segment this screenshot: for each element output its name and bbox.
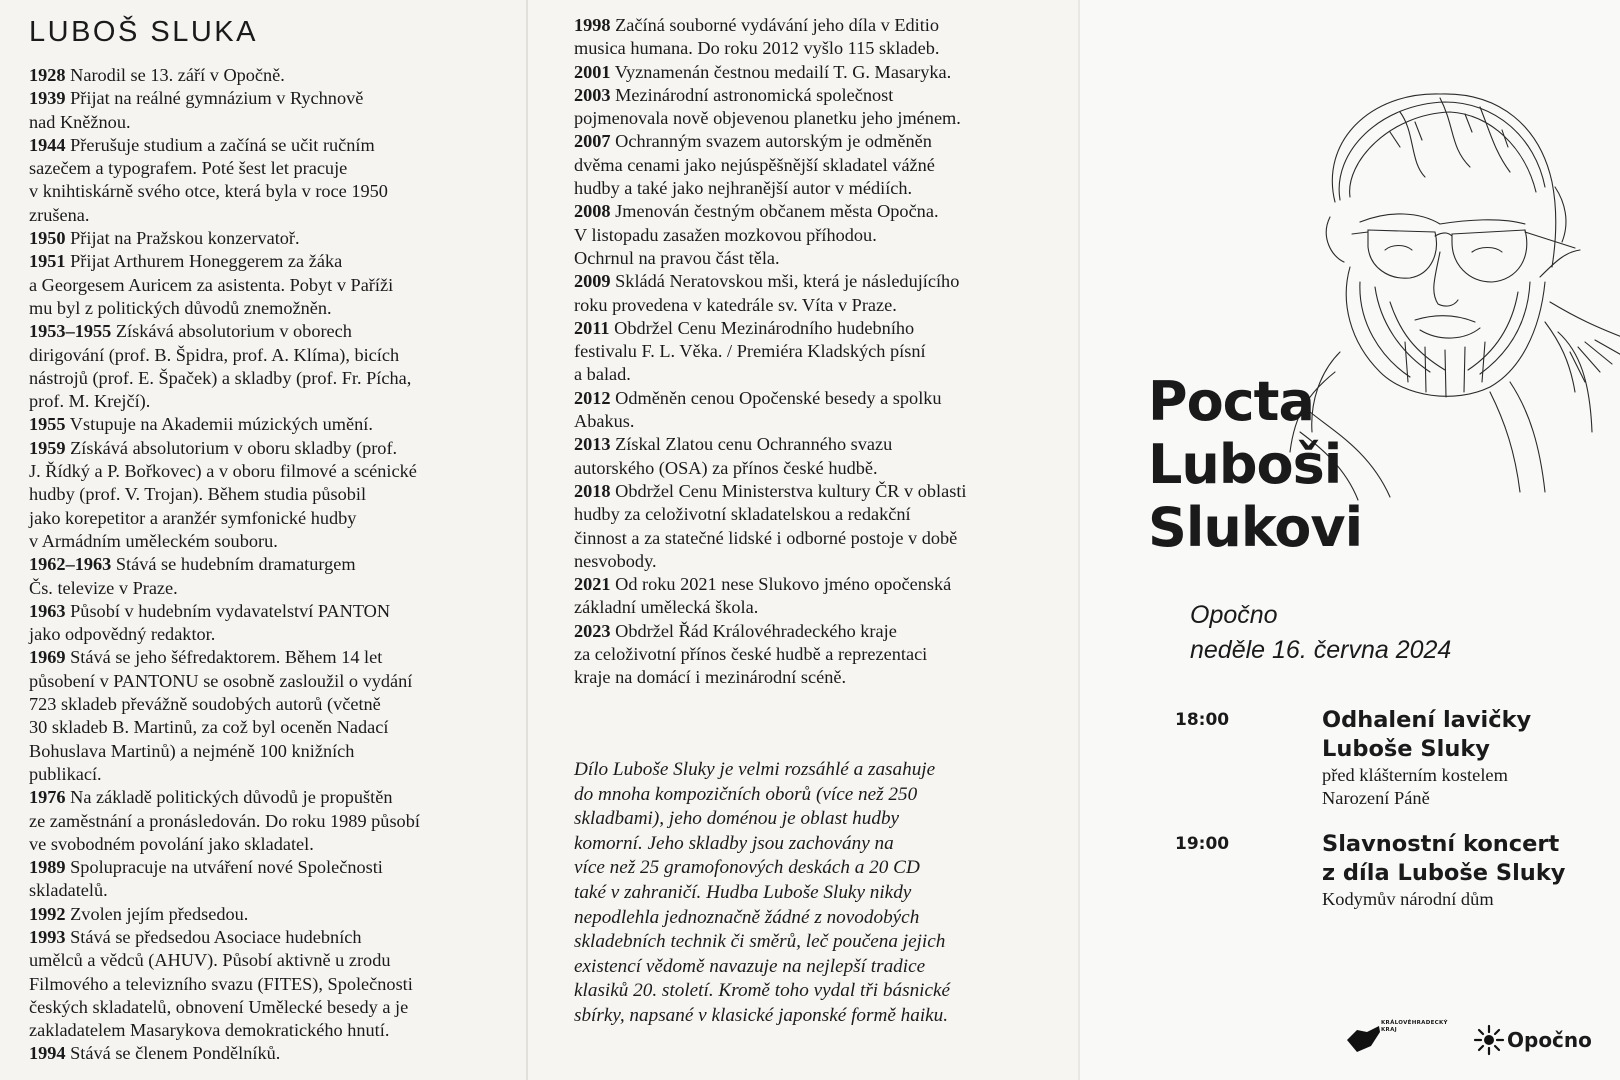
- timeline-entry: [574, 387, 1080, 434]
- middle-panel: [528, 0, 1080, 1080]
- entry-text: Vstupuje na Akademii múzických umění.: [65, 414, 373, 435]
- entry-line: [574, 270, 1080, 293]
- timeline-entry: [29, 64, 528, 87]
- timeline-entry: [574, 61, 1080, 84]
- entry-line: sazečem a typografem. Poté šest let pracuje: [29, 158, 348, 179]
- entry-year: 1959: [29, 437, 66, 458]
- event-venue: [1322, 888, 1620, 911]
- entry-line: [29, 903, 528, 926]
- entry-line: [574, 317, 1080, 340]
- entry-line: pojmenovala nově objevenou planetku jeho jménem.: [574, 108, 961, 129]
- entry-line: [574, 84, 1080, 107]
- entry-year: 1928: [29, 65, 66, 85]
- entry-year: 1953–1955: [29, 321, 112, 342]
- entry-line: Abakus.: [574, 411, 635, 432]
- event-name-line: Luboše Sluky: [1322, 736, 1490, 762]
- event-name-line: Slavnostní koncert: [1322, 831, 1560, 857]
- entry-line: [29, 437, 528, 460]
- entry-line: Čs. televize v Praze.: [29, 577, 178, 598]
- entry-line: hudby za celoživotní skladatelskou a redakční: [574, 504, 911, 525]
- entry-line: [574, 573, 1080, 596]
- entry-text: Spolupracuje na utváření nové Společnosti: [65, 857, 383, 878]
- quote-line: komorní. Jeho skladby jsou zachovány na: [574, 832, 894, 854]
- entry-line: dirigování (prof. B. Špidra, prof. A. Klíma), bicích: [29, 344, 400, 365]
- entry-year: 2011: [574, 317, 610, 338]
- entry-text: Od roku 2021 nese Slukovo jméno opočenská: [610, 574, 952, 595]
- entry-line: Filmového a televizního svazu (FITES), Společnosti: [29, 973, 413, 994]
- timeline-entry: [29, 87, 528, 134]
- quote-line: do mnoha kompozičních oborů (více než 250: [574, 783, 918, 805]
- entry-line: základní umělecká škola.: [574, 597, 759, 618]
- right-panel: [1080, 0, 1620, 1080]
- entry-line: dvěma cenami jako nejúspěšnější skladatel vážné: [574, 154, 935, 175]
- entry-line: ve svobodném povolání jako skladatel.: [29, 833, 314, 854]
- entry-line: v Armádním uměleckém souboru.: [29, 530, 278, 551]
- timeline-entry: [29, 926, 528, 1042]
- entry-line: a Georgesem Auricem za asistenta. Pobyt v Paříži: [29, 274, 394, 295]
- timeline-entry: [29, 250, 528, 320]
- entry-year: 1989: [29, 857, 66, 878]
- entry-year: 2003: [574, 84, 611, 105]
- event-time: 19:00: [1175, 834, 1230, 854]
- entry-line: [574, 480, 1080, 503]
- entry-year: 2023: [574, 620, 611, 641]
- entry-line: 723 skladeb převážně soudobých autorů (včetně: [29, 694, 381, 715]
- entry-line: činnost a za statečné lidské i odborné postoje v době: [574, 527, 958, 548]
- entry-year: 1955: [29, 414, 66, 435]
- entry-line: v knihtiskárně svého otce, která byla v roce 1950: [29, 181, 388, 202]
- entry-line: autorského (OSA) za přínos české hudbě.: [574, 457, 878, 478]
- entry-year: 2021: [574, 574, 611, 595]
- entry-line: [29, 646, 528, 669]
- entry-line: jako odpovědný redaktor.: [29, 624, 216, 645]
- timeline-entry: [29, 1042, 528, 1065]
- entry-line: jako korepetitor a aranžér symfonické hudby: [29, 507, 357, 528]
- entry-line: [29, 786, 528, 809]
- entry-line: [29, 87, 528, 110]
- event-title: [1148, 370, 1362, 559]
- entry-text: Obdržel Řád Královéhradeckého kraje: [610, 620, 897, 641]
- quote-line: více než 25 gramofonových deskách a 20 CD: [574, 857, 920, 879]
- event-venue-line: Narození Páně: [1322, 788, 1430, 808]
- entry-text: Obdržel Cenu Mezinárodního hudebního: [609, 317, 915, 338]
- timeline-entry: [574, 620, 1080, 690]
- entry-line: umělců a vědců (AHUV). Působí aktivně u zrodu: [29, 950, 391, 971]
- timeline-left: [29, 64, 528, 1066]
- event-body: [1322, 706, 1620, 810]
- entry-year: 1950: [29, 228, 66, 249]
- timeline-entry: [29, 786, 528, 856]
- entry-text: Přerušuje studium a začíná se učit ručním: [65, 134, 375, 155]
- quote-line: skladbami), jeho doménou je oblast hudby: [574, 808, 900, 830]
- entry-year: 1993: [29, 926, 66, 947]
- event-name-line: z díla Luboše Sluky: [1322, 860, 1566, 886]
- entry-text: Působí v hudebním vydavatelství PANTON: [65, 600, 391, 621]
- entry-line: [29, 856, 528, 879]
- event-name-line: Odhalení lavičky: [1322, 707, 1532, 733]
- entry-year: 1992: [29, 903, 66, 924]
- quote-line: také v zahraničí. Hudba Luboše Sluky nikdy: [574, 881, 912, 903]
- entry-year: 2013: [574, 434, 611, 455]
- timeline-middle: [574, 14, 1080, 690]
- entry-line: [29, 250, 528, 273]
- entry-year: 2001: [574, 61, 611, 82]
- entry-line: ze zaměstnání a pronásledován. Do roku 1989 působí: [29, 810, 420, 831]
- timeline-entry: [574, 14, 1080, 61]
- entry-year: 1969: [29, 647, 66, 668]
- entry-text: Získává absolutorium v oboru skladby (prof.: [65, 437, 398, 458]
- timeline-entry: [574, 200, 1080, 270]
- entry-line: [29, 413, 528, 436]
- quote-line: klasiků 20. století. Kromě toho vydal tři básnické: [574, 980, 951, 1002]
- event-venue: [1322, 764, 1620, 810]
- quote-line: Dílo Luboše Sluky je velmi rozsáhlé a zasahuje: [574, 759, 936, 780]
- entry-line: nástrojů (prof. E. Špaček) a skladby (prof. Fr. Pícha,: [29, 367, 412, 388]
- entry-line: skladatelů.: [29, 880, 108, 901]
- quote-line: sbírky, napsané v klasické japonské formě haiku.: [574, 1004, 949, 1026]
- entry-line: [29, 320, 528, 343]
- entry-year: 2018: [574, 480, 611, 501]
- entry-text: Přijat Arthurem Honeggerem za žáka: [65, 251, 343, 272]
- entry-line: [574, 200, 1080, 223]
- entry-line: nad Kněžnou.: [29, 111, 131, 132]
- timeline-entry: [29, 134, 528, 227]
- entry-line: hudby (prof. V. Trojan). Během studia působil: [29, 484, 367, 505]
- entry-line: a balad.: [574, 364, 631, 385]
- entry-year: 1962–1963: [29, 554, 112, 575]
- entry-text: Na základě politických důvodů je propuštěn: [65, 787, 393, 808]
- entry-line: [574, 61, 1080, 84]
- entry-line: [574, 433, 1080, 456]
- quote-paragraph: [574, 758, 950, 1029]
- region-logo-text: KRÁLOVÉHRADECKÝ KRAJ: [1381, 1020, 1448, 1033]
- quote-line: existencí vědomě navazuje na nejlepší tradice: [574, 955, 926, 977]
- entry-year: 2012: [574, 387, 611, 408]
- event-body: [1322, 830, 1620, 911]
- entry-line: publikací.: [29, 763, 102, 784]
- event-time: 18:00: [1175, 710, 1230, 730]
- entry-year: 1944: [29, 134, 66, 155]
- entry-text: Obdržel Cenu Ministerstva kultury ČR v oblasti: [610, 480, 967, 501]
- entry-line: prof. M. Krejčí).: [29, 391, 151, 412]
- entry-text: Stává se členem Pondělníků.: [65, 1043, 281, 1064]
- event-place-date: [1190, 598, 1451, 668]
- entry-line: zakladatelem Masarykova demokratického hnutí.: [29, 1020, 390, 1041]
- entry-line: nesvobody.: [574, 550, 657, 571]
- timeline-entry: [574, 84, 1080, 131]
- entry-text: Získává absolutorium v oborech: [111, 321, 352, 342]
- entry-year: 1939: [29, 88, 66, 109]
- entry-line: českých skladatelů, obnovení Umělecké besedy a je: [29, 996, 409, 1017]
- timeline-entry: [574, 433, 1080, 480]
- timeline-entry: [29, 227, 528, 250]
- quote-line: skladebních technik či směrů, leč poučena jejich: [574, 931, 946, 953]
- left-panel: [0, 0, 528, 1080]
- timeline-entry: [29, 413, 528, 436]
- entry-line: festivalu F. L. Věka. / Premiéra Kladských písní: [574, 341, 926, 362]
- entry-line: [29, 134, 528, 157]
- region-map-icon: [1345, 1018, 1383, 1054]
- logos: [1345, 1018, 1615, 1068]
- entry-line: J. Řídký a P. Bořkovec) a v oboru filmové a scénické: [29, 461, 417, 482]
- event-date: neděle 16. června 2024: [1190, 636, 1452, 664]
- timeline-entry: [574, 270, 1080, 317]
- entry-line: 30 skladeb B. Martinů, za což byl oceněn Nadací: [29, 717, 389, 738]
- entry-text: Mezinárodní astronomická společnost: [610, 84, 894, 105]
- event-title-line: Luboši: [1148, 433, 1342, 496]
- event-name: [1322, 830, 1620, 888]
- entry-line: musica humana. Do roku 2012 vyšlo 115 skladeb.: [574, 38, 940, 59]
- entry-line: V listopadu zasažen mozkovou příhodou.: [574, 224, 877, 245]
- entry-text: Začíná souborné vydávání jeho díla v Editio: [610, 15, 940, 35]
- timeline-entry: [574, 573, 1080, 620]
- sun-icon: [1473, 1024, 1505, 1056]
- entry-text: Narodil se 13. září v Opočně.: [65, 65, 285, 85]
- entry-year: 1994: [29, 1043, 66, 1064]
- entry-text: Odměněn cenou Opočenské besedy a spolku: [610, 387, 942, 408]
- event-venue-line: Kodymův národní dům: [1322, 889, 1494, 909]
- event-title-line: Pocta: [1148, 370, 1314, 433]
- page-title: LUBOŠ SLUKA: [29, 16, 258, 48]
- entry-text: Jmenován čestným občanem města Opočna.: [610, 201, 939, 222]
- entry-year: 1998: [574, 15, 611, 35]
- entry-line: mu byl z politických důvodů znemožněn.: [29, 297, 332, 318]
- entry-text: Ochranným svazem autorským je odměněn: [610, 131, 932, 152]
- event-place: Opočno: [1190, 601, 1278, 629]
- entry-year: 2008: [574, 201, 611, 222]
- event-title-line: Slukovi: [1148, 496, 1363, 559]
- timeline-entry: [574, 480, 1080, 573]
- entry-line: [29, 227, 528, 250]
- timeline-entry: [29, 903, 528, 926]
- entry-line: [29, 64, 528, 87]
- entry-text: Vyznamenán čestnou medailí T. G. Masaryka.: [610, 61, 952, 82]
- entry-year: 1951: [29, 251, 66, 272]
- quote-line: nepodlehla jednoznačně žádné z novodobých: [574, 906, 920, 928]
- entry-year: 1976: [29, 787, 66, 808]
- entry-text: Zvolen jejím předsedou.: [65, 903, 249, 924]
- entry-line: Ochrnul na pravou část těla.: [574, 247, 780, 268]
- event-venue-line: před klášterním kostelem: [1322, 765, 1508, 785]
- entry-line: za celoživotní přínos české hudbě a reprezentaci: [574, 644, 928, 665]
- entry-line: kraje na domácí i mezinárodní scéně.: [574, 667, 847, 688]
- entry-line: [29, 926, 528, 949]
- event-name: [1322, 706, 1620, 764]
- timeline-entry: [29, 646, 528, 786]
- entry-line: [574, 14, 1080, 37]
- entry-year: 1963: [29, 600, 66, 621]
- entry-line: [29, 600, 528, 623]
- timeline-entry: [29, 600, 528, 647]
- entry-line: [574, 387, 1080, 410]
- entry-text: Stává se předsedou Asociace hudebních: [65, 926, 362, 947]
- entry-year: 2009: [574, 271, 611, 292]
- entry-line: Bohuslava Martinů) a nejméně 100 knižních: [29, 740, 355, 761]
- timeline-entry: [29, 553, 528, 600]
- timeline-entry: [574, 317, 1080, 387]
- entry-text: Stává se hudebním dramaturgem: [111, 554, 356, 575]
- entry-line: [29, 1042, 528, 1065]
- timeline-entry: [29, 437, 528, 553]
- timeline-entry: [29, 856, 528, 903]
- entry-text: Skládá Neratovskou mši, která je následujícího: [610, 271, 960, 292]
- entry-year: 2007: [574, 131, 611, 152]
- entry-line: [29, 553, 528, 576]
- timeline-entry: [29, 320, 528, 413]
- entry-text: Získal Zlatou cenu Ochranného svazu: [610, 434, 893, 455]
- entry-line: roku provedena v katedrále sv. Víta v Praze.: [574, 294, 897, 315]
- town-logo-text: Opočno: [1507, 1028, 1592, 1052]
- timeline-entry: [574, 130, 1080, 200]
- entry-line: [574, 130, 1080, 153]
- entry-line: působení v PANTONU se osobně zasloužil o vydání: [29, 670, 413, 691]
- entry-line: [574, 620, 1080, 643]
- entry-line: hudby a také jako nejhranější autor v médiích.: [574, 178, 913, 199]
- entry-text: Přijat na reálné gymnázium v Rychnově: [65, 88, 364, 109]
- entry-text: Přijat na Pražskou konzervatoř.: [65, 228, 300, 249]
- entry-line: zrušena.: [29, 204, 90, 225]
- entry-text: Stává se jeho šéfredaktorem. Během 14 let: [65, 647, 383, 668]
